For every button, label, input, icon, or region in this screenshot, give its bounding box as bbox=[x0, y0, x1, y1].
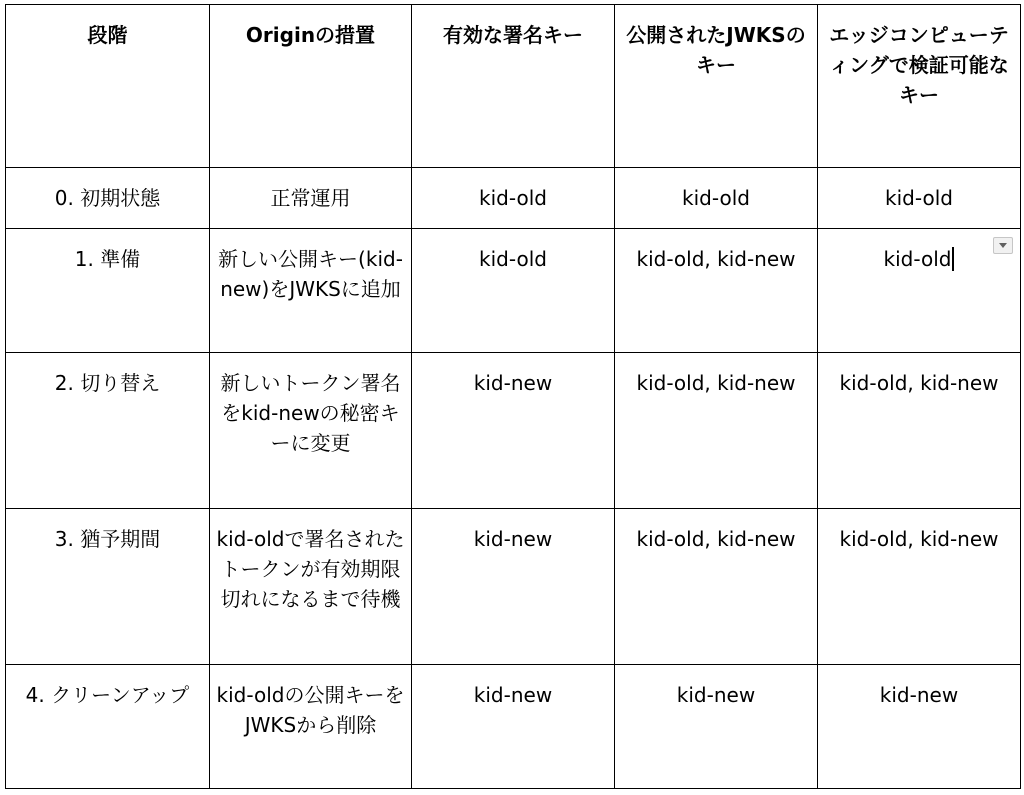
cell-text[interactable]: kid-old bbox=[883, 247, 952, 271]
table-row bbox=[6, 665, 1021, 789]
chevron-down-icon bbox=[999, 243, 1007, 248]
table-cell[interactable]: kid-old bbox=[615, 168, 818, 229]
key-rotation-table bbox=[5, 4, 1021, 789]
header-cell-edge-verifiable-keys[interactable]: エッジコンピューティングで検証可能なキー bbox=[818, 5, 1021, 168]
header-cell-signing-key[interactable]: 有効な署名キー bbox=[412, 5, 615, 168]
table-cell[interactable]: 新しいトークン署名をkid-newの秘密キーに変更 bbox=[210, 353, 412, 509]
table-cell[interactable]: kid-old, kid-new bbox=[818, 509, 1021, 665]
table-cell[interactable]: 4. クリーンアップ bbox=[6, 665, 210, 789]
table-row bbox=[6, 229, 1021, 353]
table-row bbox=[6, 168, 1021, 229]
table-cell[interactable]: 0. 初期状態 bbox=[6, 168, 210, 229]
table-cell[interactable]: kid-oldの公開キーをJWKSから削除 bbox=[210, 665, 412, 789]
header-row bbox=[6, 5, 1021, 168]
table-cell[interactable]: 新しい公開キー(kid-new)をJWKSに追加 bbox=[210, 229, 412, 353]
table-cell[interactable]: kid-old, kid-new bbox=[615, 509, 818, 665]
table-row bbox=[6, 353, 1021, 509]
table-cell[interactable]: 2. 切り替え bbox=[6, 353, 210, 509]
table-cell[interactable]: kid-new bbox=[412, 509, 615, 665]
table-row bbox=[6, 509, 1021, 665]
table-cell[interactable]: kid-old bbox=[412, 168, 615, 229]
header-cell-stage[interactable]: 段階 bbox=[6, 5, 210, 168]
header-cell-jwks-keys[interactable]: 公開されたJWKSのキー bbox=[615, 5, 818, 168]
table-cell[interactable]: kid-old, kid-new bbox=[615, 229, 818, 353]
table-cell[interactable]: kid-old bbox=[412, 229, 615, 353]
table-cell[interactable]: kid-oldで署名されたトークンが有効期限切れになるまで待機 bbox=[210, 509, 412, 665]
table-cell[interactable]: kid-new bbox=[412, 353, 615, 509]
table-cell[interactable]: kid-new bbox=[412, 665, 615, 789]
table-cell[interactable]: 1. 準備 bbox=[6, 229, 210, 353]
active-edit-cell[interactable] bbox=[818, 229, 1021, 353]
table-cell[interactable]: 正常運用 bbox=[210, 168, 412, 229]
table-cell[interactable]: kid-new bbox=[818, 665, 1021, 789]
text-cursor bbox=[952, 247, 954, 271]
header-cell-origin-action[interactable]: Originの措置 bbox=[210, 5, 412, 168]
table-cell[interactable]: kid-new bbox=[615, 665, 818, 789]
cell-dropdown-button[interactable] bbox=[993, 237, 1013, 254]
table-cell[interactable]: kid-old, kid-new bbox=[818, 353, 1021, 509]
table-cell[interactable]: kid-old, kid-new bbox=[615, 353, 818, 509]
table-cell[interactable]: 3. 猶予期間 bbox=[6, 509, 210, 665]
table-cell[interactable]: kid-old bbox=[818, 168, 1021, 229]
